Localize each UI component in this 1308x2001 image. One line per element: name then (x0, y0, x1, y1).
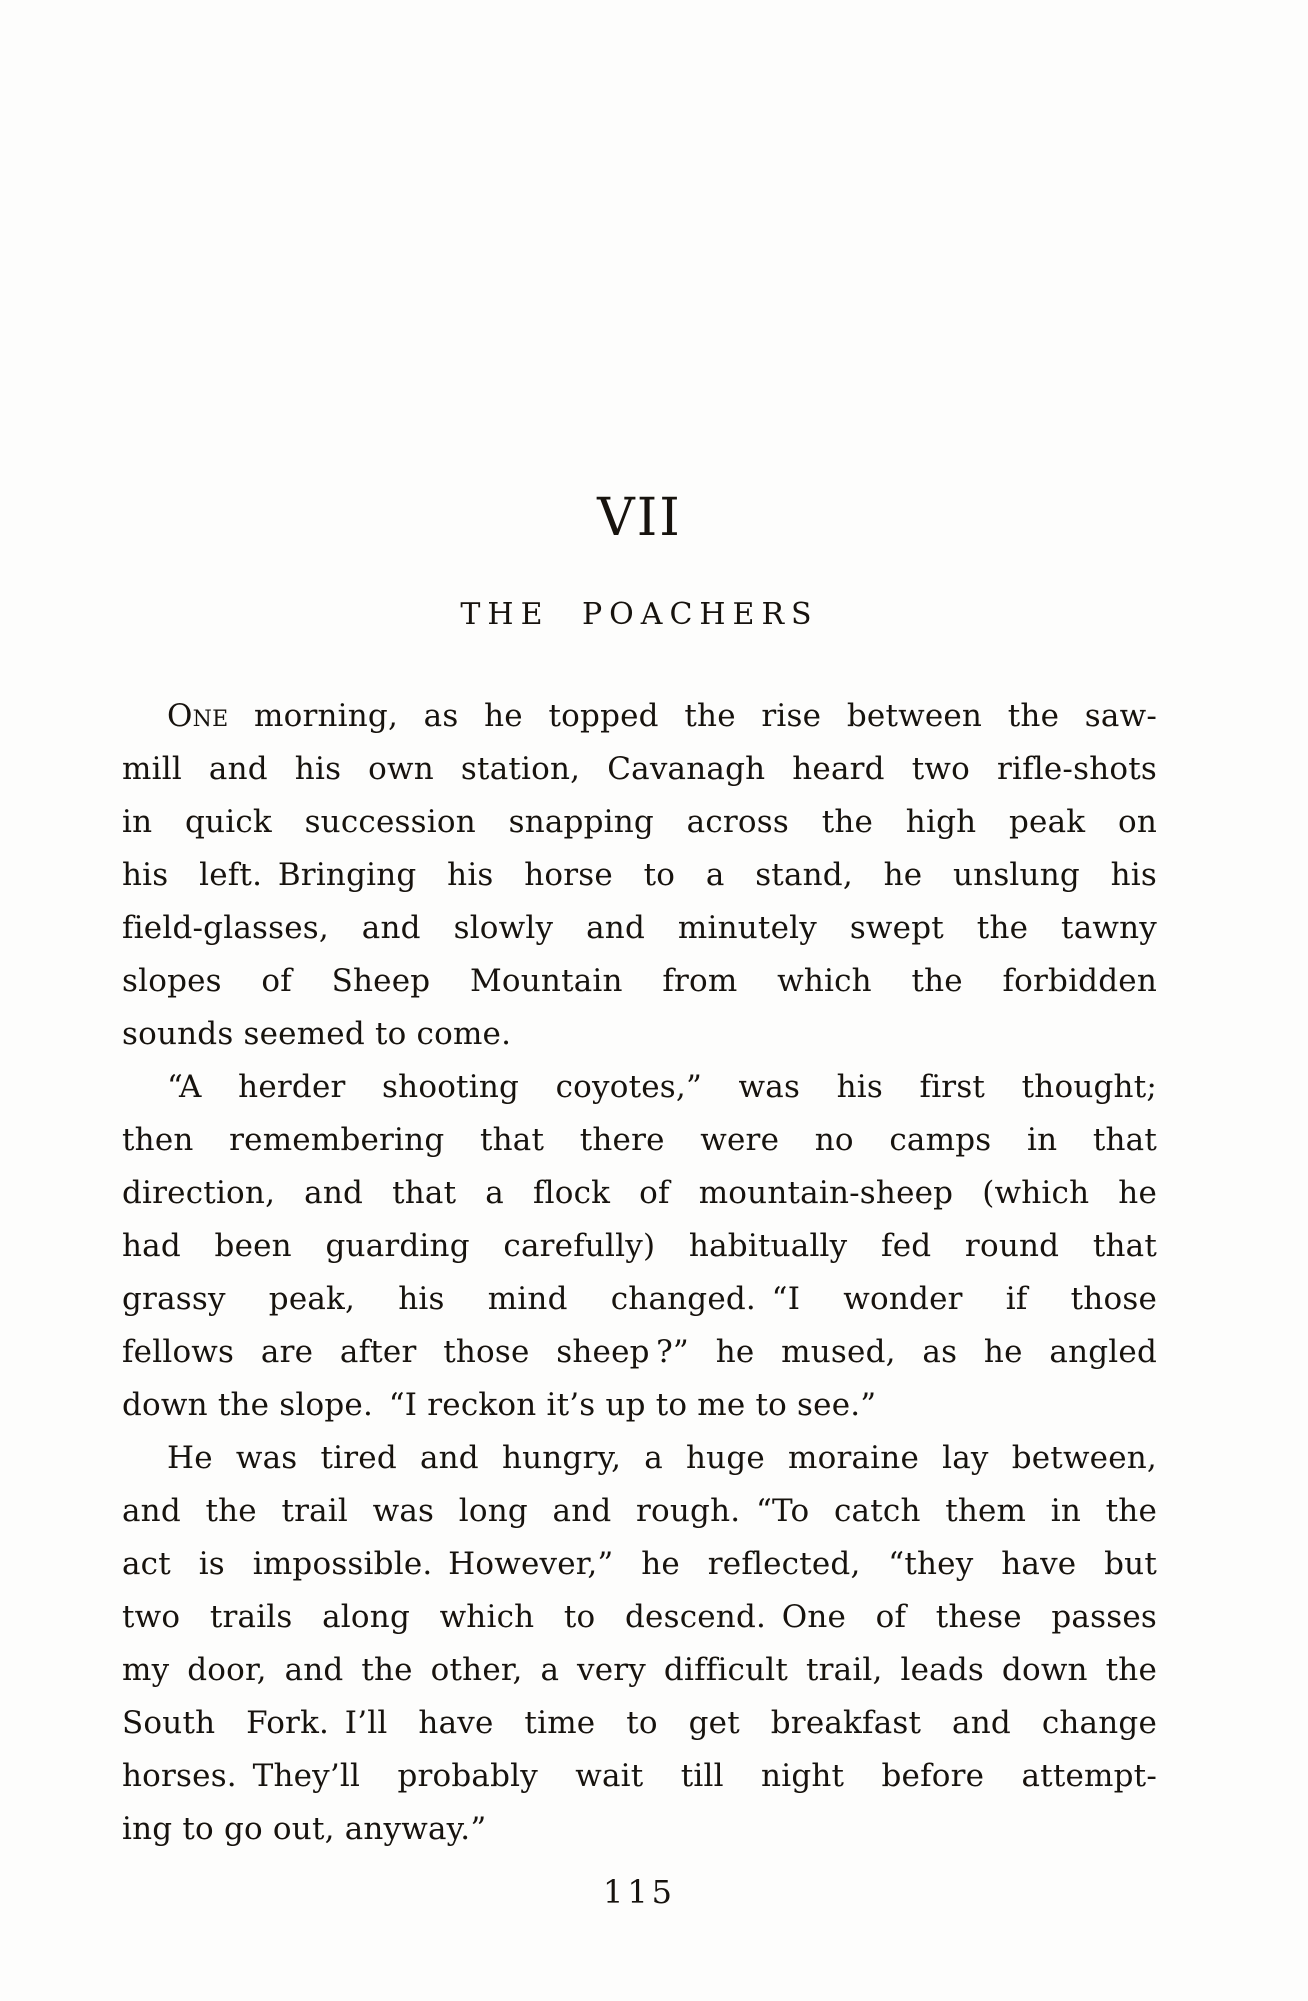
text-line: direction, and that a flock of mountain-sheep (which he (122, 1175, 1157, 1211)
paragraph-2 (122, 1061, 1157, 1432)
text-line: ing to go out, anyway.” (122, 1811, 487, 1847)
text-line: horses. They’ll probably wait till night before attempt- (122, 1758, 1157, 1794)
text-line: “A herder shooting coyotes,” was his first thought; (167, 1069, 1157, 1105)
text-line: field-glasses, and slowly and minutely swept the tawny (122, 910, 1157, 946)
text-line: his left. Bringing his horse to a stand, he unslung his (122, 857, 1157, 893)
text-line: my door, and the other, a very difficult trail, leads down the (122, 1652, 1157, 1688)
text-line: sounds seemed to come. (122, 1016, 512, 1052)
chapter-number: VII (597, 488, 682, 548)
text-line: act is impossible. However,” he reflected, “they have but (122, 1546, 1157, 1582)
paragraph-3 (122, 1432, 1157, 1856)
text-line: mill and his own station, Cavanagh heard two rifle-shots (122, 751, 1157, 787)
text-line: in quick succession snapping across the high peak on (122, 804, 1157, 840)
text-line: He was tired and hungry, a huge moraine lay between, (167, 1440, 1157, 1476)
text-line: then remembering that there were no camps in that (122, 1122, 1157, 1158)
text-line: had been guarding carefully) habitually fed round that (122, 1228, 1157, 1264)
page-number: 115 (602, 1873, 677, 1911)
lead-word: One (167, 698, 229, 734)
text-line: and the trail was long and rough. “To catch them in the (122, 1493, 1157, 1529)
text-line (122, 690, 1157, 743)
text-line: down the slope. “I reckon it’s up to me to see.” (122, 1387, 877, 1423)
chapter-title: THE POACHERS (460, 597, 819, 632)
text-line: two trails along which to descend. One of these passes (122, 1599, 1157, 1635)
paragraph-1 (122, 690, 1157, 1061)
text-line: fellows are after those sheep ?” he mused, as he angled (122, 1334, 1157, 1370)
line-text: morning, as he topped the rise between the saw- (254, 698, 1157, 734)
text-line: slopes of Sheep Mountain from which the forbidden (122, 963, 1157, 999)
body-text (122, 690, 1157, 1856)
text-line: grassy peak, his mind changed. “I wonder if those (122, 1281, 1157, 1317)
text-line: South Fork. I’ll have time to get breakfast and change (122, 1705, 1157, 1741)
